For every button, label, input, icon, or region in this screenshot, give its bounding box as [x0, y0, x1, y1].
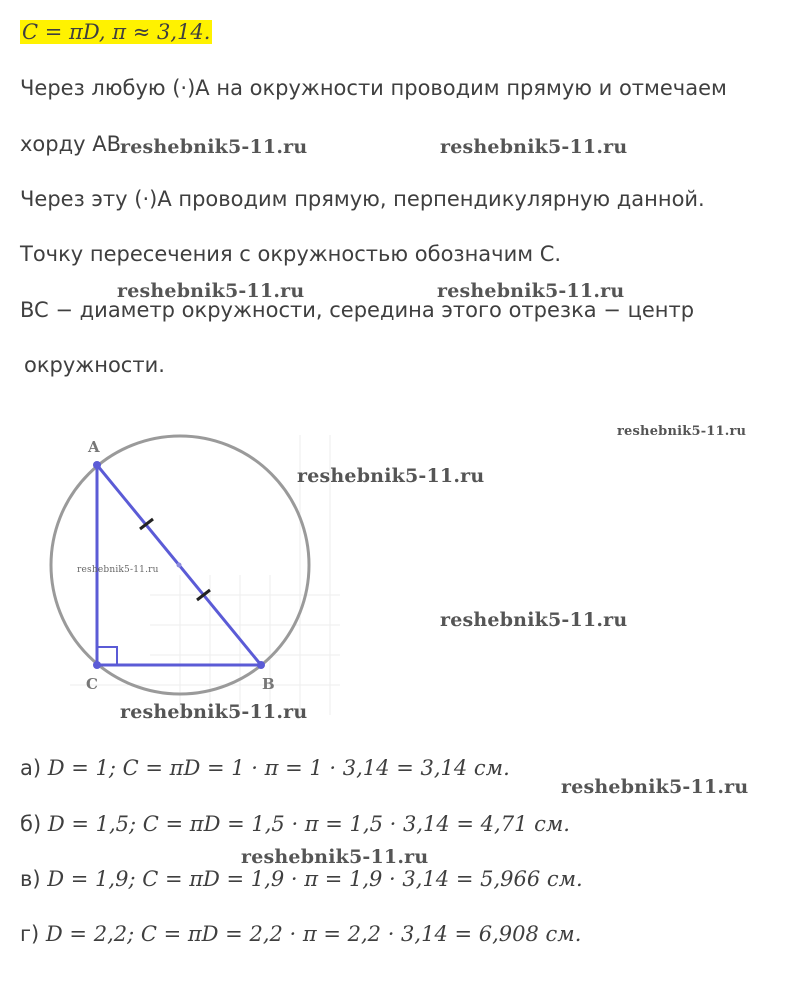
answer-c-letter: в) — [20, 867, 41, 891]
watermark: reshebnik5-11.ru — [120, 701, 308, 723]
watermark: reshebnik5-11.ru — [440, 609, 628, 631]
point-a — [93, 461, 101, 469]
text-line-5: BC − диаметр окружности, середина этого отрезка − центр — [20, 298, 695, 322]
watermark: reshebnik5-11.ru — [77, 565, 159, 575]
watermark: reshebnik5-11.ru — [241, 846, 429, 868]
center-point — [177, 563, 182, 568]
formula-header — [20, 18, 212, 46]
text-line-3: Через эту (·)A проводим прямую, перпендикулярную данной. — [20, 187, 705, 211]
answer-d-letter: г) — [20, 922, 40, 946]
answer-a-letter: а) — [20, 756, 42, 780]
point-c — [93, 661, 101, 669]
answer-b-letter: б) — [20, 812, 42, 836]
watermark: reshebnik5-11.ru — [437, 280, 625, 302]
text-line-2: хорду AB. — [20, 132, 128, 156]
answer-a-text: D = 1; C = πD = 1 · π = 1 · 3,14 = 3,14 см. — [47, 756, 510, 780]
text-line-1: Через любую (·)A на окружности проводим прямую и отмечаем — [20, 76, 727, 100]
text-line-6: окружности. — [24, 353, 165, 377]
label-c: C — [86, 675, 98, 693]
answer-c-text: D = 1,9; C = πD = 1,9 · π = 1,9 · 3,14 = 5,966 см. — [47, 867, 583, 891]
highlighted-formula: C = πD, π ≈ 3,14. — [22, 20, 211, 44]
answer-c — [20, 865, 583, 893]
label-b: B — [262, 675, 275, 693]
watermark: reshebnik5-11.ru — [561, 776, 749, 798]
circle-diagram — [40, 425, 340, 725]
point-b — [257, 661, 265, 669]
label-a: A — [88, 438, 100, 456]
watermark: reshebnik5-11.ru — [117, 280, 305, 302]
watermark: reshebnik5-11.ru — [120, 136, 308, 158]
answer-d — [20, 920, 581, 948]
right-angle-mark — [97, 647, 117, 665]
answer-a — [20, 754, 510, 782]
watermark: reshebnik5-11.ru — [297, 465, 485, 487]
answer-b — [20, 810, 570, 838]
answer-d-text: D = 2,2; C = πD = 2,2 · π = 2,2 · 3,14 = 6,908 см. — [45, 922, 582, 946]
watermark: reshebnik5-11.ru — [617, 424, 747, 439]
answer-b-text: D = 1,5; C = πD = 1,5 · π = 1,5 · 3,14 = 4,71 см. — [47, 812, 570, 836]
text-line-4: Точку пересечения с окружностью обозначим C. — [20, 242, 562, 266]
watermark: reshebnik5-11.ru — [440, 136, 628, 158]
